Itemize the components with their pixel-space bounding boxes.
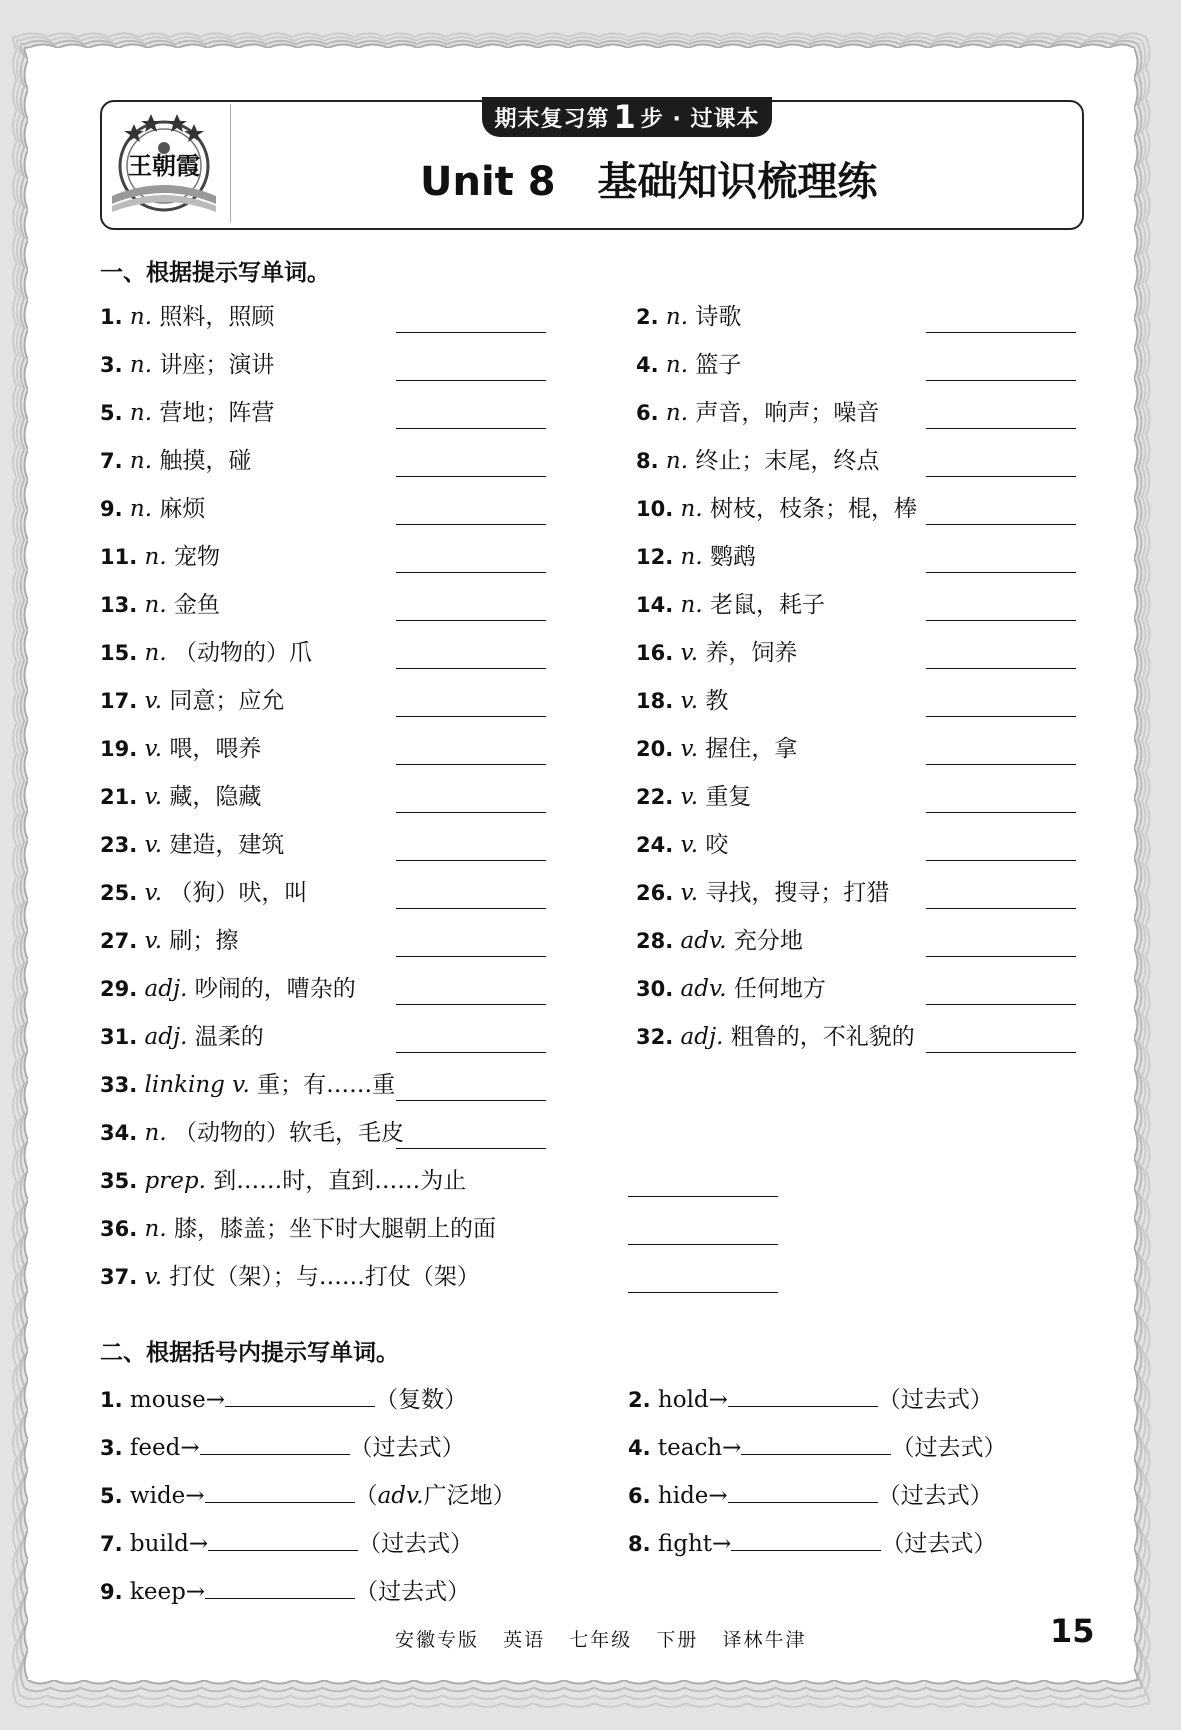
base-word: mouse→ bbox=[129, 1387, 226, 1413]
item-number: 10. bbox=[636, 497, 674, 521]
part-of-speech: v. bbox=[144, 736, 163, 762]
part-of-speech: linking v. bbox=[144, 1072, 250, 1098]
answer-blank[interactable] bbox=[396, 1148, 546, 1149]
footer-edition: 安徽专版 英语 七年级 下册 译林牛津 bbox=[395, 1629, 807, 1651]
item-meaning: 营地；阵营 bbox=[159, 400, 275, 426]
item-meaning: 触摸，碰 bbox=[159, 448, 252, 474]
vocab-item bbox=[100, 782, 261, 812]
vocab-item bbox=[636, 1022, 915, 1052]
answer-blank[interactable] bbox=[628, 1196, 778, 1197]
part-of-speech: n. bbox=[129, 448, 153, 474]
svg-text:王朝霞: 王朝霞 bbox=[128, 151, 200, 180]
item-number: 7. bbox=[100, 1532, 123, 1556]
item-number: 5. bbox=[100, 1484, 123, 1508]
answer-blank[interactable] bbox=[396, 1004, 546, 1005]
item-meaning: （动物的）爪 bbox=[173, 640, 312, 666]
part-of-speech: v. bbox=[680, 880, 699, 906]
section1-title: 一、根据提示写单词。 bbox=[100, 260, 330, 286]
item-number: 33. bbox=[100, 1073, 138, 1097]
vocab-item bbox=[636, 878, 889, 908]
answer-blank[interactable] bbox=[926, 476, 1076, 477]
base-word: teach→ bbox=[657, 1435, 742, 1461]
answer-blank[interactable] bbox=[396, 1100, 546, 1101]
part-of-speech: v. bbox=[144, 880, 163, 906]
item-meaning: 重；有……重 bbox=[257, 1072, 396, 1098]
part-of-speech: n. bbox=[665, 448, 689, 474]
item-number: 11. bbox=[100, 545, 138, 569]
part-of-speech: n. bbox=[129, 400, 153, 426]
item-number: 6. bbox=[636, 401, 659, 425]
item-meaning: 麻烦 bbox=[159, 496, 206, 522]
hint-text: （过去式） bbox=[349, 1435, 465, 1461]
item-number: 35. bbox=[100, 1169, 138, 1193]
base-word: wide→ bbox=[129, 1483, 205, 1509]
item-number: 32. bbox=[636, 1025, 674, 1049]
item-number: 22. bbox=[636, 785, 674, 809]
header-tab bbox=[482, 97, 772, 137]
answer-blank[interactable] bbox=[205, 1478, 355, 1503]
answer-blank[interactable] bbox=[396, 764, 546, 765]
vocab-item bbox=[636, 638, 797, 668]
part-of-speech: n. bbox=[129, 304, 153, 330]
base-word: fight→ bbox=[657, 1531, 732, 1557]
base-word: keep→ bbox=[129, 1579, 206, 1605]
item-meaning: 任何地方 bbox=[733, 976, 826, 1002]
item-meaning: 老鼠，耗子 bbox=[709, 592, 825, 618]
section2-title: 二、根据括号内提示写单词。 bbox=[100, 1340, 399, 1366]
part-of-speech: v. bbox=[144, 688, 163, 714]
answer-blank[interactable] bbox=[396, 812, 546, 813]
answer-blank[interactable] bbox=[396, 908, 546, 909]
vocab-item bbox=[636, 974, 826, 1004]
item-number: 2. bbox=[628, 1388, 651, 1412]
answer-blank[interactable] bbox=[728, 1382, 878, 1407]
vocab-item bbox=[100, 1118, 404, 1148]
item-meaning: （狗）吠，叫 bbox=[169, 880, 308, 906]
tab-prefix: 期末复习第 bbox=[494, 106, 610, 132]
vocab-item bbox=[100, 926, 238, 956]
hint-text: （过去式） bbox=[891, 1435, 1007, 1461]
vocab-item bbox=[100, 398, 274, 428]
answer-blank[interactable] bbox=[926, 428, 1076, 429]
base-word: build→ bbox=[129, 1531, 209, 1557]
item-number: 31. bbox=[100, 1025, 138, 1049]
tab-suffix: 步 · 过课本 bbox=[640, 106, 760, 132]
hint-text: （复数） bbox=[375, 1387, 468, 1413]
vocab-item bbox=[100, 350, 274, 380]
item-number: 9. bbox=[100, 1580, 123, 1604]
item-number: 36. bbox=[100, 1217, 138, 1241]
vocab-item bbox=[100, 302, 274, 332]
part-of-speech: adv. bbox=[680, 928, 727, 954]
item-meaning: 粗鲁的，不礼貌的 bbox=[730, 1024, 915, 1050]
vocab-item bbox=[636, 590, 825, 620]
base-word: hold→ bbox=[657, 1387, 728, 1413]
base-word: hide→ bbox=[657, 1483, 728, 1509]
item-meaning: 同意；应允 bbox=[169, 688, 285, 714]
item-number: 8. bbox=[636, 449, 659, 473]
item-meaning: 咬 bbox=[705, 832, 729, 858]
hint-text: （过去式） bbox=[877, 1387, 993, 1413]
item-number: 4. bbox=[636, 353, 659, 377]
answer-blank[interactable] bbox=[396, 428, 546, 429]
vocab-item bbox=[100, 446, 251, 476]
hint-open: （ bbox=[354, 1483, 378, 1509]
vocab-item bbox=[100, 1070, 395, 1100]
vocab-item bbox=[636, 542, 756, 572]
item-meaning: 篮子 bbox=[695, 352, 742, 378]
part-of-speech: v. bbox=[144, 832, 163, 858]
vocab-item bbox=[636, 830, 728, 860]
part-of-speech: n. bbox=[680, 544, 703, 570]
item-meaning: 吵闹的，嘈杂的 bbox=[194, 976, 356, 1002]
answer-blank[interactable] bbox=[396, 1052, 546, 1053]
answer-blank[interactable] bbox=[396, 860, 546, 861]
vocab-item bbox=[100, 1214, 496, 1244]
item-number: 20. bbox=[636, 737, 674, 761]
part-of-speech: n. bbox=[665, 304, 689, 330]
item-number: 7. bbox=[100, 449, 123, 473]
part-of-speech: n. bbox=[129, 352, 153, 378]
part-of-speech: adj. bbox=[144, 976, 188, 1002]
base-word: feed→ bbox=[129, 1435, 200, 1461]
item-number: 34. bbox=[100, 1121, 138, 1145]
part-of-speech: n. bbox=[665, 352, 689, 378]
part-of-speech: n. bbox=[144, 592, 167, 618]
item-number: 29. bbox=[100, 977, 138, 1001]
tab-step-number: 1 bbox=[613, 98, 637, 136]
item-meaning: 温柔的 bbox=[194, 1024, 264, 1050]
answer-blank[interactable] bbox=[926, 1052, 1076, 1053]
answer-blank[interactable] bbox=[208, 1526, 358, 1551]
item-meaning: 握住，拿 bbox=[705, 736, 798, 762]
item-number: 25. bbox=[100, 881, 138, 905]
item-number: 12. bbox=[636, 545, 674, 569]
logo-divider bbox=[230, 104, 231, 222]
item-number: 2. bbox=[636, 305, 659, 329]
answer-blank[interactable] bbox=[926, 716, 1076, 717]
item-meaning: 鹦鹉 bbox=[709, 544, 756, 570]
part-of-speech: n. bbox=[144, 1120, 167, 1146]
word-form-item bbox=[100, 1526, 473, 1559]
answer-blank[interactable] bbox=[396, 956, 546, 957]
page-title: Unit 8 基础知识梳理练 bbox=[420, 159, 878, 205]
item-number: 4. bbox=[628, 1436, 651, 1460]
item-meaning: 宠物 bbox=[173, 544, 220, 570]
answer-blank[interactable] bbox=[396, 524, 546, 525]
answer-blank[interactable] bbox=[926, 956, 1076, 957]
item-meaning: 养，饲养 bbox=[705, 640, 798, 666]
answer-blank[interactable] bbox=[926, 908, 1076, 909]
item-number: 24. bbox=[636, 833, 674, 857]
word-form-item bbox=[628, 1478, 993, 1511]
item-number: 15. bbox=[100, 641, 138, 665]
answer-blank[interactable] bbox=[728, 1478, 878, 1503]
item-number: 27. bbox=[100, 929, 138, 953]
part-of-speech: n. bbox=[665, 400, 689, 426]
answer-blank[interactable] bbox=[926, 764, 1076, 765]
item-meaning: 建造，建筑 bbox=[169, 832, 285, 858]
item-number: 21. bbox=[100, 785, 138, 809]
item-number: 28. bbox=[636, 929, 674, 953]
item-number: 1. bbox=[100, 305, 123, 329]
answer-blank[interactable] bbox=[200, 1430, 350, 1455]
vocab-item bbox=[636, 782, 751, 812]
vocab-item bbox=[636, 494, 917, 524]
vocab-item bbox=[100, 542, 220, 572]
answer-blank[interactable] bbox=[741, 1430, 891, 1455]
item-meaning: 重复 bbox=[705, 784, 752, 810]
page-number: 15 bbox=[1050, 1612, 1095, 1650]
vocab-item bbox=[100, 830, 284, 860]
answer-blank[interactable] bbox=[926, 332, 1076, 333]
word-form-item bbox=[628, 1526, 996, 1559]
item-number: 16. bbox=[636, 641, 674, 665]
item-meaning: 讲座；演讲 bbox=[159, 352, 275, 378]
item-meaning: 藏，隐藏 bbox=[169, 784, 262, 810]
item-number: 9. bbox=[100, 497, 123, 521]
part-of-speech: n. bbox=[680, 592, 703, 618]
item-meaning: （动物的）软毛，毛皮 bbox=[173, 1120, 404, 1146]
answer-blank[interactable] bbox=[396, 668, 546, 669]
answer-blank[interactable] bbox=[396, 716, 546, 717]
part-of-speech: n. bbox=[144, 544, 167, 570]
answer-blank[interactable] bbox=[926, 860, 1076, 861]
word-form-item bbox=[628, 1430, 1006, 1463]
part-of-speech: v. bbox=[144, 1264, 163, 1290]
answer-blank[interactable] bbox=[396, 572, 546, 573]
answer-blank[interactable] bbox=[225, 1382, 375, 1407]
word-form-item bbox=[100, 1430, 465, 1463]
hint-text: （过去式） bbox=[358, 1531, 474, 1557]
part-of-speech: v. bbox=[680, 640, 699, 666]
answer-blank[interactable] bbox=[628, 1244, 778, 1245]
part-of-speech: n. bbox=[680, 496, 703, 522]
part-of-speech: v. bbox=[680, 832, 699, 858]
vocab-item bbox=[100, 590, 220, 620]
answer-blank[interactable] bbox=[396, 380, 546, 381]
part-of-speech: v. bbox=[680, 688, 699, 714]
item-number: 26. bbox=[636, 881, 674, 905]
item-meaning: 寻找，搜寻；打猎 bbox=[705, 880, 890, 906]
answer-blank[interactable] bbox=[926, 1004, 1076, 1005]
item-meaning: 充分地 bbox=[733, 928, 803, 954]
item-number: 30. bbox=[636, 977, 674, 1001]
part-of-speech: n. bbox=[144, 1216, 167, 1242]
item-number: 1. bbox=[100, 1388, 123, 1412]
item-number: 17. bbox=[100, 689, 138, 713]
item-meaning: 金鱼 bbox=[173, 592, 220, 618]
item-meaning: 膝，膝盖；坐下时大腿朝上的面 bbox=[173, 1216, 496, 1242]
answer-blank[interactable] bbox=[926, 380, 1076, 381]
item-meaning: 教 bbox=[705, 688, 729, 714]
vocab-item bbox=[636, 734, 797, 764]
answer-blank[interactable] bbox=[926, 620, 1076, 621]
item-number: 6. bbox=[628, 1484, 651, 1508]
part-of-speech: v. bbox=[144, 928, 163, 954]
publisher-logo bbox=[104, 104, 224, 222]
vocab-item bbox=[636, 686, 728, 716]
item-meaning: 声音，响声；噪音 bbox=[695, 400, 880, 426]
answer-blank[interactable] bbox=[396, 332, 546, 333]
vocab-item bbox=[100, 686, 284, 716]
vocab-item bbox=[100, 1166, 466, 1196]
vocab-item bbox=[636, 926, 803, 956]
item-number: 19. bbox=[100, 737, 138, 761]
answer-blank[interactable] bbox=[396, 620, 546, 621]
answer-blank[interactable] bbox=[926, 572, 1076, 573]
item-meaning: 刷；擦 bbox=[169, 928, 239, 954]
part-of-speech: v. bbox=[680, 736, 699, 762]
hint-part-of-speech: adv. bbox=[377, 1483, 424, 1509]
answer-blank[interactable] bbox=[396, 476, 546, 477]
part-of-speech: adj. bbox=[144, 1024, 188, 1050]
part-of-speech: n. bbox=[129, 496, 153, 522]
item-meaning: 到……时，直到……为止 bbox=[213, 1168, 467, 1194]
item-number: 23. bbox=[100, 833, 138, 857]
part-of-speech: v. bbox=[680, 784, 699, 810]
word-form-item bbox=[628, 1382, 993, 1415]
item-number: 3. bbox=[100, 1436, 123, 1460]
item-meaning: 喂，喂养 bbox=[169, 736, 262, 762]
part-of-speech: v. bbox=[144, 784, 163, 810]
vocab-item bbox=[100, 1262, 480, 1292]
item-number: 18. bbox=[636, 689, 674, 713]
hint-text: （过去式） bbox=[877, 1483, 993, 1509]
part-of-speech: adj. bbox=[680, 1024, 724, 1050]
hint-text: 广泛地） bbox=[423, 1483, 516, 1509]
vocab-item bbox=[100, 734, 261, 764]
item-meaning: 照料，照顾 bbox=[159, 304, 275, 330]
item-meaning: 打仗（架）；与……打仗（架） bbox=[169, 1264, 480, 1290]
vocab-item bbox=[100, 494, 205, 524]
item-meaning: 诗歌 bbox=[695, 304, 742, 330]
vocab-item bbox=[100, 638, 312, 668]
hint-text: （过去式） bbox=[355, 1579, 471, 1605]
vocab-item bbox=[100, 878, 307, 908]
word-form-item bbox=[100, 1574, 470, 1607]
item-meaning: 树枝，枝条；棍，棒 bbox=[709, 496, 917, 522]
answer-blank[interactable] bbox=[731, 1526, 881, 1551]
item-number: 14. bbox=[636, 593, 674, 617]
answer-blank[interactable] bbox=[205, 1574, 355, 1599]
item-number: 37. bbox=[100, 1265, 138, 1289]
answer-blank[interactable] bbox=[628, 1292, 778, 1293]
part-of-speech: adv. bbox=[680, 976, 727, 1002]
vocab-item bbox=[100, 974, 356, 1004]
vocab-item bbox=[636, 446, 879, 476]
answer-blank[interactable] bbox=[926, 812, 1076, 813]
item-number: 5. bbox=[100, 401, 123, 425]
word-form-item bbox=[100, 1478, 516, 1511]
part-of-speech: n. bbox=[144, 640, 167, 666]
vocab-item bbox=[636, 302, 741, 332]
item-number: 13. bbox=[100, 593, 138, 617]
word-form-item bbox=[100, 1382, 467, 1415]
vocab-item bbox=[636, 350, 741, 380]
item-meaning: 终止；末尾，终点 bbox=[695, 448, 880, 474]
vocab-item bbox=[636, 398, 879, 428]
part-of-speech: prep. bbox=[144, 1168, 206, 1194]
hint-text: （过去式） bbox=[881, 1531, 997, 1557]
item-number: 3. bbox=[100, 353, 123, 377]
answer-blank[interactable] bbox=[926, 524, 1076, 525]
answer-blank[interactable] bbox=[926, 668, 1076, 669]
vocab-item bbox=[100, 1022, 264, 1052]
item-number: 8. bbox=[628, 1532, 651, 1556]
